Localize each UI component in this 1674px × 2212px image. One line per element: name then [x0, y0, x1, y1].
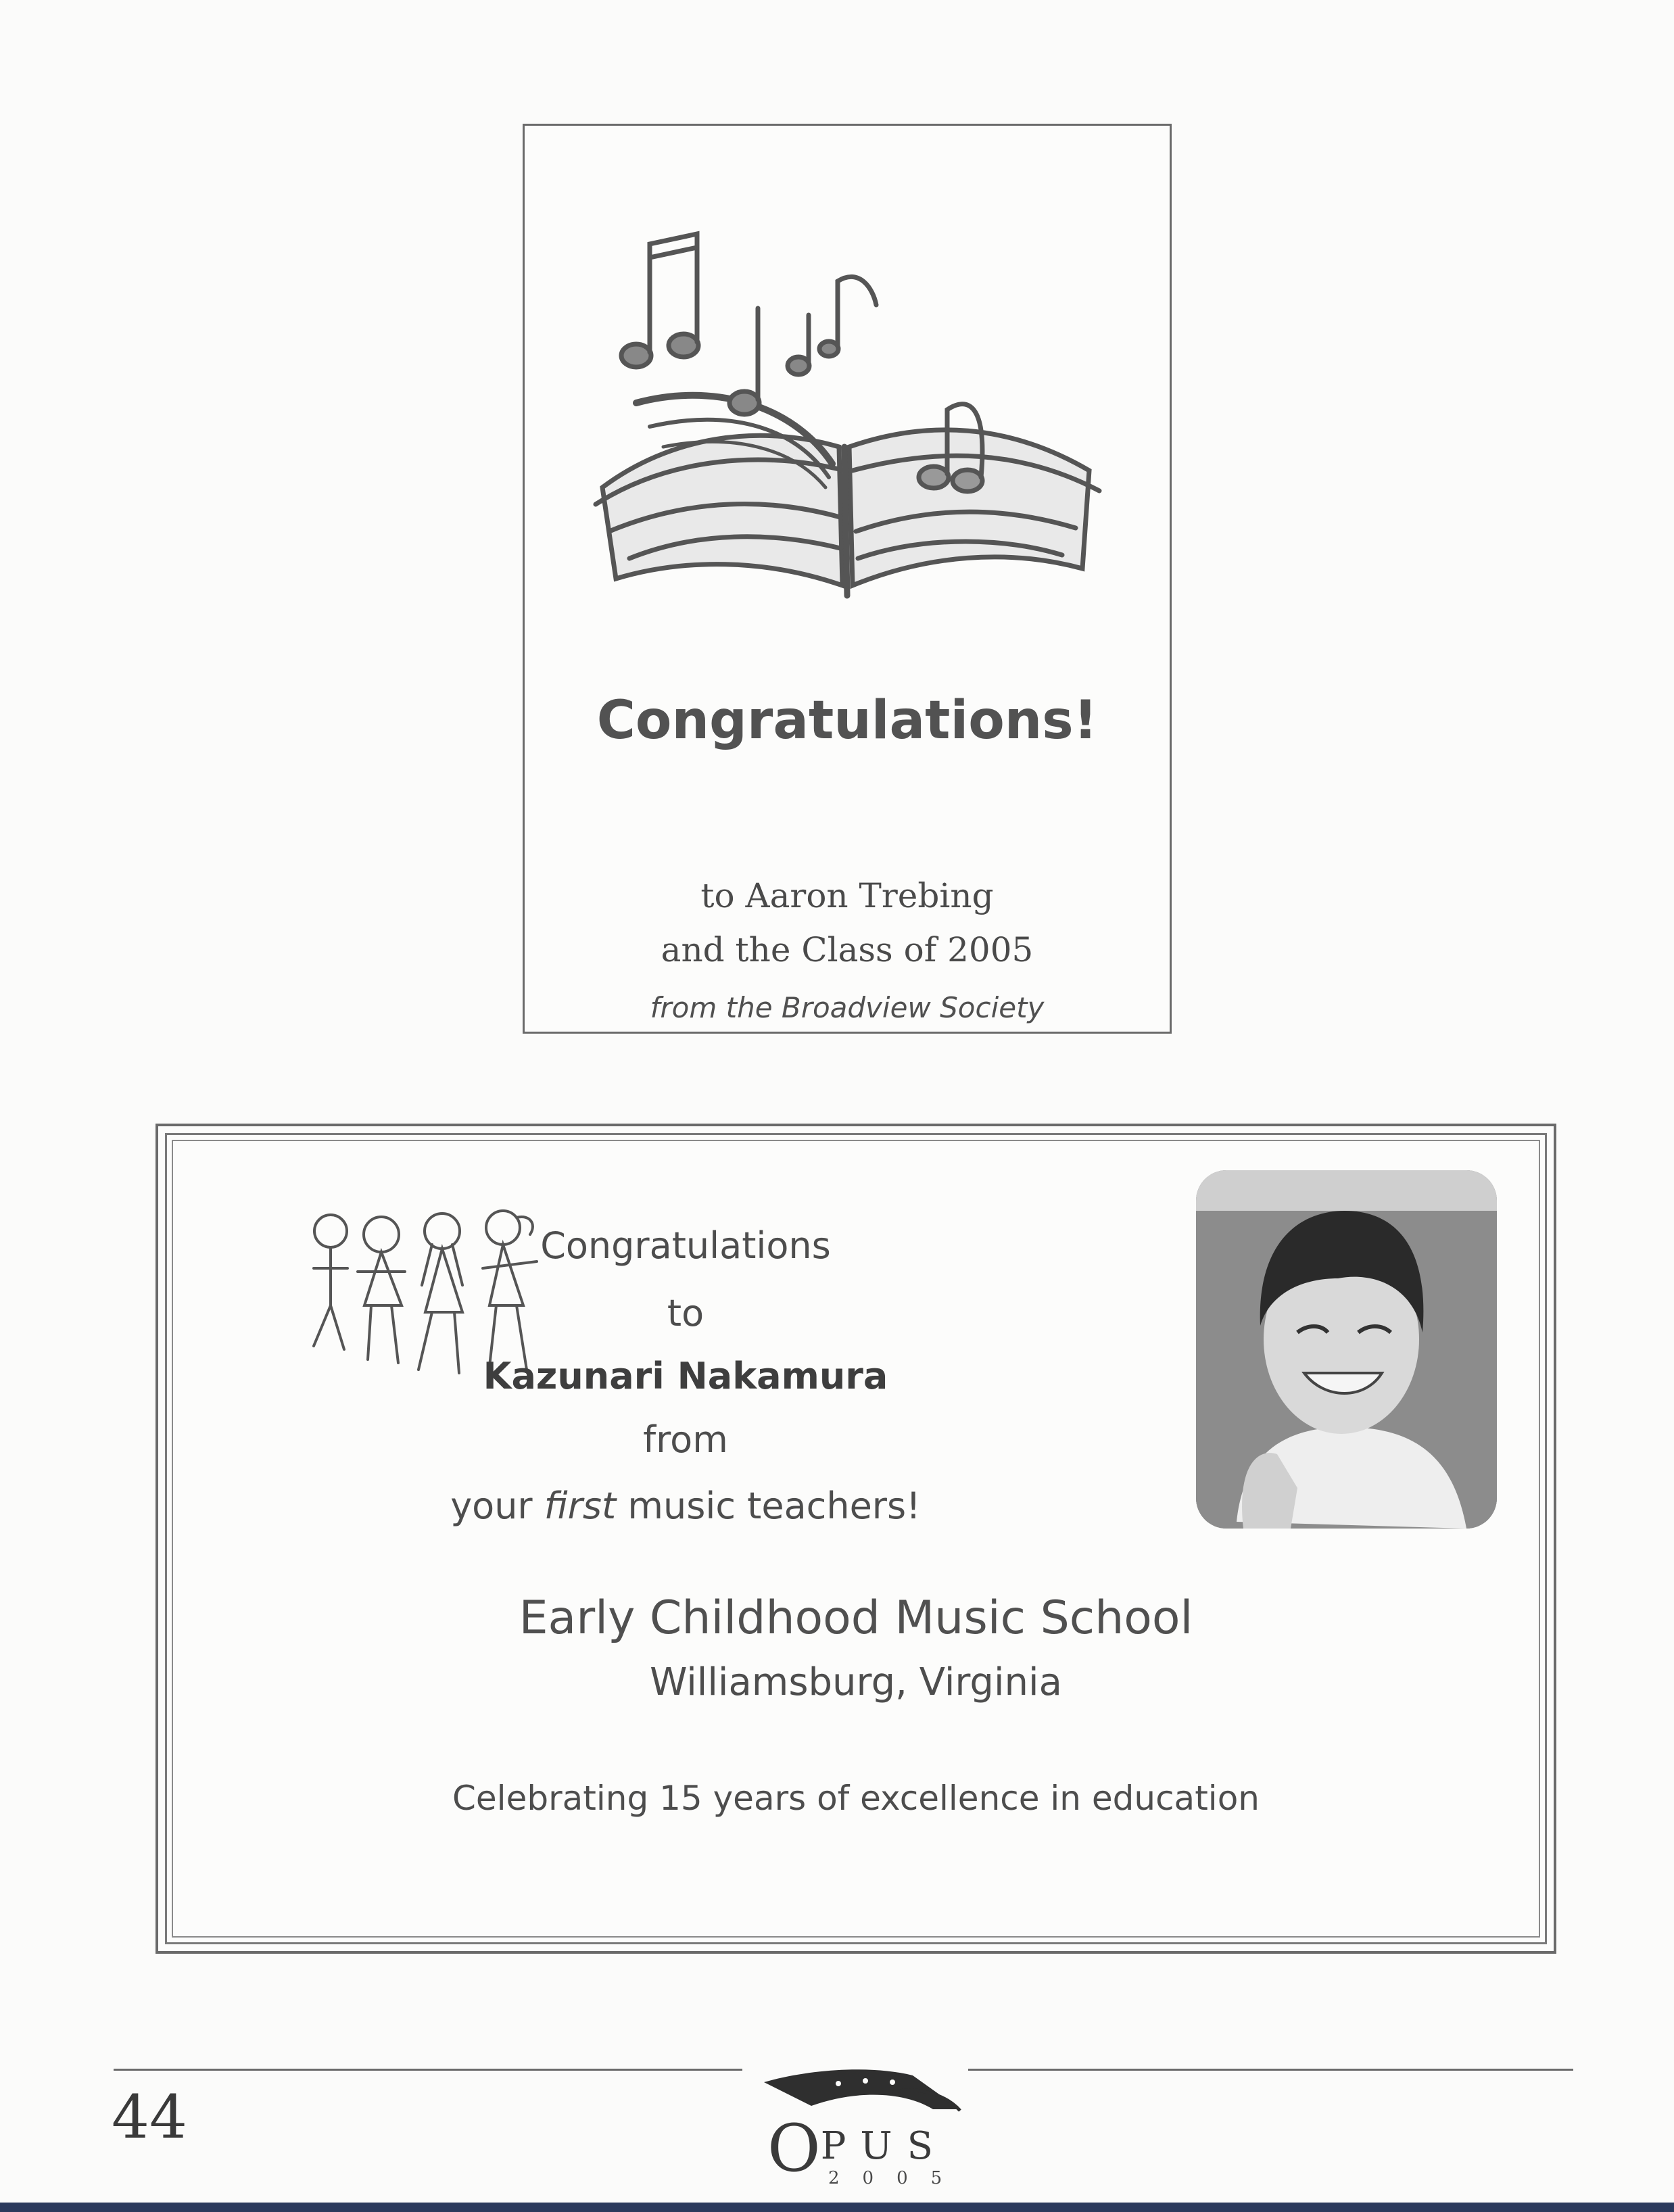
music-book-notes-icon — [589, 180, 1109, 653]
congratulations-text: Congratulations — [540, 1224, 831, 1267]
sponsor-line: from the Broadview Society — [650, 991, 1045, 1024]
class-line: and the Class of 2005 — [661, 930, 1034, 969]
school-name: Early Childhood Music School — [519, 1591, 1193, 1645]
teachers-line: your first music teachers! — [450, 1485, 921, 1527]
ad-broadview-society — [523, 124, 1172, 1034]
recipient-line: to Aaron Trebing — [700, 876, 994, 915]
scan-edge — [0, 2203, 1674, 2212]
opus-logo-year: 2005 — [828, 2168, 965, 2188]
to-text: to — [667, 1292, 704, 1335]
ad-early-childhood-music-school — [156, 1124, 1556, 1954]
honoree-name: Kazunari Nakamura — [483, 1355, 888, 1397]
emphasis-first: first — [544, 1485, 617, 1527]
headline: Congratulations! — [596, 690, 1098, 751]
footer-rule-right — [968, 2069, 1573, 2071]
smiling-child-photo — [1196, 1170, 1497, 1529]
page-number: 44 — [112, 2082, 187, 2152]
school-tagline: Celebrating 15 years of excellence in education — [452, 1779, 1260, 1818]
opus-logo-text: OPUS — [767, 2111, 948, 2186]
footer-rule-left — [114, 2069, 742, 2071]
from-text: from — [643, 1418, 728, 1461]
school-location: Williamsburg, Virginia — [650, 1660, 1062, 1704]
